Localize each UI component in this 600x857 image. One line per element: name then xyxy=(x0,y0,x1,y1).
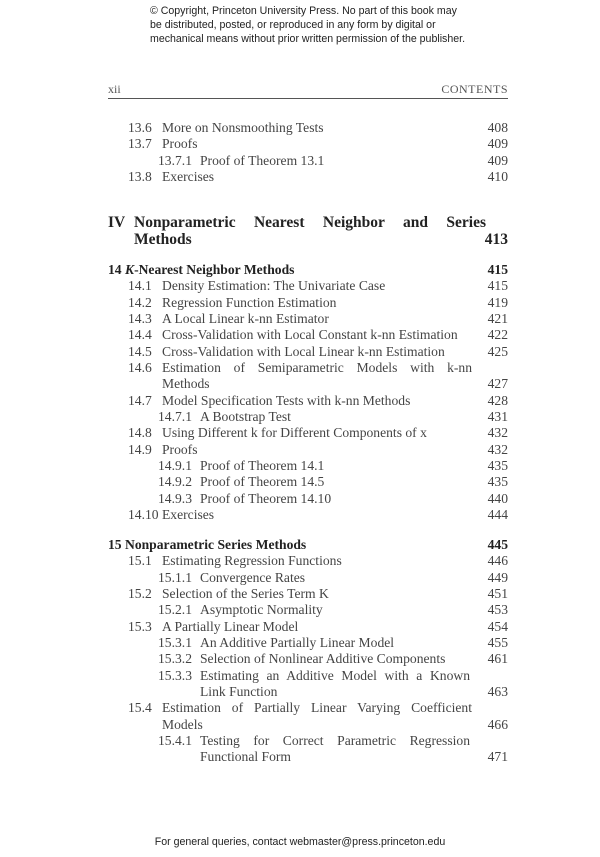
entry-page: 444 xyxy=(487,506,508,522)
entry-page: 466 xyxy=(487,716,508,732)
entry-title: A Bootstrap Test xyxy=(200,408,291,424)
chapter-page: 445 xyxy=(487,537,508,552)
entry-page: 421 xyxy=(487,310,508,326)
entry-number: 14.4 xyxy=(128,327,152,343)
entry-page: 427 xyxy=(487,376,508,392)
entry-title: Asymptotic Normality xyxy=(200,602,323,618)
entry-title: Estimating an Additive Model with a Known Link Function xyxy=(200,667,470,699)
entry-page: 461 xyxy=(487,651,508,667)
entry-page: 432 xyxy=(487,425,508,441)
entry-page: 435 xyxy=(487,457,508,473)
entry-number: 13.6 xyxy=(128,120,152,135)
entry-title: Proofs xyxy=(162,136,198,152)
entry-title: Testing for Correct Parametric Regression Functional Form xyxy=(200,732,470,765)
entry-number: 15.4 xyxy=(128,700,152,716)
toc-entry[interactable] xyxy=(108,169,508,185)
entry-page: 409 xyxy=(487,136,508,152)
entry-number: 14.1 xyxy=(128,278,152,294)
toc-entry[interactable] xyxy=(108,733,508,766)
toc-entry[interactable] xyxy=(108,393,508,409)
chapter-number: 14 xyxy=(108,262,122,277)
entry-number: 14.2 xyxy=(128,294,152,310)
entry-title: A Partially Linear Model xyxy=(162,618,299,634)
entry-number: 15.3.1 xyxy=(158,634,192,650)
part-number: IV xyxy=(108,214,126,231)
entry-title: Proof of Theorem 14.1 xyxy=(200,457,325,473)
toc-entry[interactable] xyxy=(108,635,508,651)
toc-entry[interactable] xyxy=(108,136,508,152)
entry-number: 14.8 xyxy=(128,425,152,441)
entry-title: Density Estimation: The Univariate Case xyxy=(162,278,386,294)
entry-number: 14.9.2 xyxy=(158,474,192,490)
chapter-number: 15 xyxy=(108,537,122,552)
toc-entry[interactable] xyxy=(108,153,508,169)
entry-page: 422 xyxy=(487,327,508,343)
entry-number: 14.7.1 xyxy=(158,408,192,424)
entry-page: 408 xyxy=(487,120,508,135)
running-head xyxy=(108,82,508,99)
toc-entry[interactable] xyxy=(108,425,508,441)
entry-title: Proof of Theorem 14.10 xyxy=(200,490,332,506)
entry-title: Using Different k for Different Components of x xyxy=(162,425,427,441)
entry-number: 15.3.2 xyxy=(158,651,192,667)
entry-page: 409 xyxy=(487,152,508,168)
toc-entry[interactable] xyxy=(108,586,508,602)
entry-title: Exercises xyxy=(162,506,215,522)
entry-page: 425 xyxy=(487,343,508,359)
entry-title: An Additive Partially Linear Model xyxy=(200,634,395,650)
toc-entry[interactable] xyxy=(108,327,508,343)
toc-entry[interactable] xyxy=(108,619,508,635)
entry-number: 13.7 xyxy=(128,136,152,152)
entry-title: More on Nonsmoothing Tests xyxy=(162,120,324,135)
entry-number: 15.2.1 xyxy=(158,602,192,618)
entry-title: Selection of the Series Term K xyxy=(162,585,329,601)
toc-entry[interactable] xyxy=(108,570,508,586)
copyright-notice: © Copyright, Princeton University Press. No part of this book may be distributed, posted, or reproduced in any form by digital or mechanical means without prior written permission of the publisher. xyxy=(150,5,466,45)
entry-number: 14.7 xyxy=(128,392,152,408)
toc-part xyxy=(108,214,508,248)
entry-number: 14.9.1 xyxy=(158,457,192,473)
chapter-page: 415 xyxy=(487,262,508,277)
entry-page: 454 xyxy=(487,618,508,634)
entry-page: 432 xyxy=(487,441,508,457)
entry-page: 410 xyxy=(487,168,508,184)
toc-entry[interactable] xyxy=(108,700,508,733)
entry-number: 15.1.1 xyxy=(158,569,192,585)
entry-page: 471 xyxy=(487,749,508,765)
toc-entry[interactable] xyxy=(108,458,508,474)
toc-entry[interactable] xyxy=(108,295,508,311)
entry-title: Selection of Nonlinear Additive Components xyxy=(200,651,446,667)
entry-number: 13.8 xyxy=(128,168,152,184)
chapter-heading xyxy=(108,537,508,553)
footer-contact: For general queries, contact webmaster@press.princeton.edu xyxy=(154,836,446,848)
entry-page: 463 xyxy=(487,683,508,699)
chapter-title-text: Nonparametric Series Methods xyxy=(125,537,307,552)
entry-title: Proof of Theorem 13.1 xyxy=(200,152,325,168)
entry-title: Estimation of Semiparametric Models with k-nn Methods xyxy=(162,359,472,392)
toc-entry[interactable] xyxy=(108,553,508,569)
entry-number: 14.10 xyxy=(128,506,159,522)
entry-number: 15.2 xyxy=(128,585,152,601)
entry-page: 435 xyxy=(487,474,508,490)
entry-title: Convergence Rates xyxy=(200,569,306,585)
entry-number: 15.4.1 xyxy=(158,732,192,748)
entry-page: 455 xyxy=(487,634,508,650)
entry-page: 419 xyxy=(487,294,508,310)
entry-number: 14.3 xyxy=(128,310,152,326)
toc-chapter15 xyxy=(108,537,508,766)
entry-page: 449 xyxy=(487,569,508,585)
entry-page: 440 xyxy=(487,490,508,506)
toc-entry[interactable] xyxy=(108,491,508,507)
entry-title: Regression Function Estimation xyxy=(162,294,337,310)
toc-entry[interactable] xyxy=(108,507,508,523)
toc-chapter13-tail xyxy=(108,120,508,185)
entry-title: Exercises xyxy=(162,168,215,184)
entry-number: 15.3 xyxy=(128,618,152,634)
entry-number: 14.9.3 xyxy=(158,490,192,506)
toc-entry[interactable] xyxy=(108,668,508,701)
toc-entry[interactable] xyxy=(108,311,508,327)
page-number: xii xyxy=(108,82,121,96)
entry-page: 451 xyxy=(487,585,508,601)
chapter-title xyxy=(108,262,448,278)
entry-number: 14.9 xyxy=(128,441,152,457)
entry-number: 14.5 xyxy=(128,343,152,359)
toc-entry[interactable] xyxy=(108,442,508,458)
entry-title: Estimating Regression Functions xyxy=(162,553,342,569)
toc-entry[interactable] xyxy=(108,474,508,490)
entry-page: 431 xyxy=(487,408,508,424)
entry-title: Cross-Validation with Local Linear k-nn Estimation xyxy=(162,343,445,359)
chapter-heading xyxy=(108,262,508,278)
chapter-title-italic: K xyxy=(125,262,135,277)
part-page: 413 xyxy=(484,231,508,248)
toc-entry[interactable] xyxy=(108,278,508,294)
entry-page: 446 xyxy=(487,553,508,569)
entry-page: 428 xyxy=(487,392,508,408)
entry-title: Estimation of Partially Linear Varying Coefficient Models xyxy=(162,700,472,732)
toc-chapter14 xyxy=(108,262,508,523)
chapter-title-text: -Nearest Neighbor Methods xyxy=(134,262,295,277)
entry-page: 415 xyxy=(487,278,508,294)
entry-title: Proofs xyxy=(162,441,198,457)
toc-entry[interactable] xyxy=(108,651,508,667)
toc-entry[interactable] xyxy=(108,409,508,425)
toc-entry[interactable] xyxy=(108,120,508,136)
entry-title: Proof of Theorem 14.5 xyxy=(200,474,325,490)
entry-number: 15.3.3 xyxy=(158,667,192,683)
entry-page: 453 xyxy=(487,602,508,618)
toc-entry[interactable] xyxy=(108,344,508,360)
entry-number: 14.6 xyxy=(128,359,152,375)
part-heading xyxy=(108,214,508,248)
toc-entry[interactable] xyxy=(108,602,508,618)
chapter-title xyxy=(108,537,448,553)
entry-number: 15.1 xyxy=(128,553,152,569)
toc-entry[interactable] xyxy=(108,360,508,393)
entry-title: Cross-Validation with Local Constant k-nn Estimation xyxy=(162,327,458,343)
entry-number: 13.7.1 xyxy=(158,152,192,168)
entry-title: A Local Linear k-nn Estimator xyxy=(162,310,329,326)
entry-title: Model Specification Tests with k-nn Methods xyxy=(162,392,411,408)
running-title: CONTENTS xyxy=(441,82,508,96)
part-title: Nonparametric Nearest Neighbor and Series Methods xyxy=(134,214,486,248)
